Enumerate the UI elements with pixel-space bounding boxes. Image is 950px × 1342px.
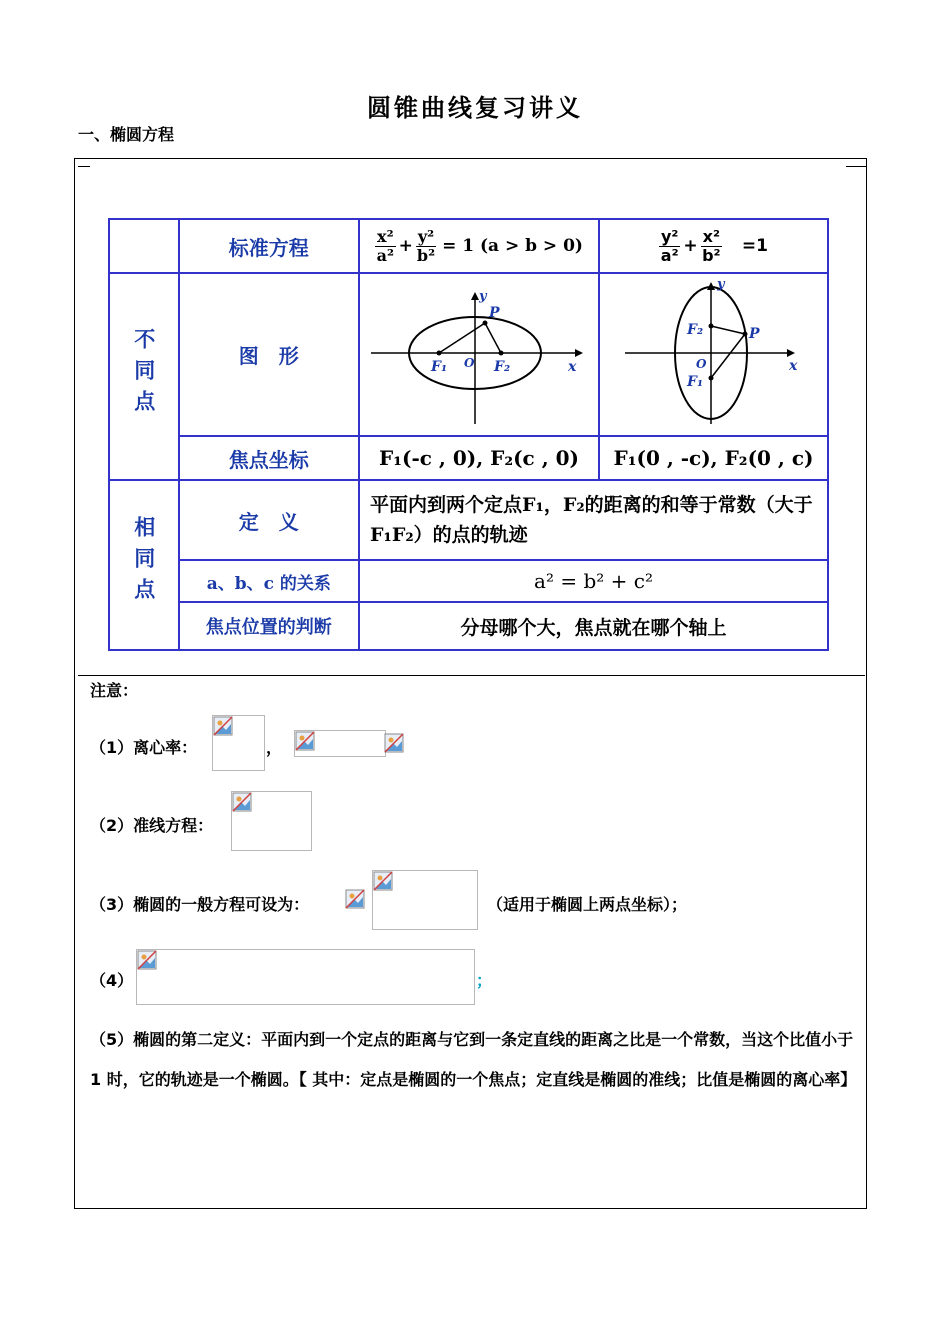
section-heading: 一、椭圆方程 <box>78 125 175 144</box>
axis-x-label: x <box>568 359 577 375</box>
svg-text:F₂: F₂ <box>687 322 704 338</box>
broken-image-icon <box>384 733 404 753</box>
svg-text:O: O <box>696 357 707 371</box>
focus-coords-horizontal: F₁(-c , 0), F₂(c , 0) <box>359 436 599 480</box>
eq2-rhs: =1 <box>741 236 768 256</box>
note-1-separator: ， <box>266 738 283 757</box>
note-4-suffix: ； <box>476 971 493 990</box>
origin-label: O <box>464 356 475 370</box>
blank-cell <box>109 219 179 273</box>
broken-image-icon <box>232 792 252 812</box>
note-1: （1）离心率： <box>90 738 198 757</box>
note-3-suffix: （适用于椭圆上两点坐标）； <box>487 895 688 914</box>
group-same-label: 相同点 <box>131 516 157 609</box>
row-focus-position: 焦点位置的判断 <box>179 602 359 650</box>
graph-horizontal-cell <box>359 273 599 436</box>
eq1-condition: = 1 (a > b > 0) <box>442 235 583 256</box>
corner-tick <box>846 166 866 167</box>
svg-text:F₁: F₁ <box>687 374 704 390</box>
group-different-label: 不同点 <box>131 327 157 421</box>
row-standard-eq: 标准方程 <box>179 219 359 273</box>
note-5-second-definition: （5）椭圆的第二定义：平面内到一个定点的距离与它到一条定直线的距离之比是一个常数，当这个比值小于 1 时，它的轨迹是一个椭圆。【 其中：定点是椭圆的一个焦点；定直线是椭圆的准线；比值是椭圆的离心率】 <box>90 1030 857 1089</box>
row-relation: a、b、c 的关系 <box>179 560 359 602</box>
broken-image-icon <box>137 950 157 970</box>
note-4-formula-image <box>136 949 475 1005</box>
ellipse-spec-table <box>108 218 829 651</box>
notes-heading: 注意： <box>90 681 139 700</box>
f2-label: F₂ <box>494 359 511 375</box>
relation-value: a² = b² + c² <box>359 560 828 602</box>
row-definition: 定 义 <box>179 480 359 560</box>
eq-horizontal: $\frac{\text{x²}}{\text{a²}}$ + $\frac{\text{y²}}{\text{b²}}$ = 1 (a > b > 0) <box>359 219 599 273</box>
eq-vertical: $\frac{\text{y²}}{\text{a²}}$ + $\frac{\text{x²}}{\text{b²}}$ =1 <box>599 219 828 273</box>
svg-text:x: x <box>789 358 798 374</box>
row-focus-coords: 焦点坐标 <box>179 436 359 480</box>
broken-image-icon <box>345 889 365 909</box>
broken-image-icon <box>213 716 233 736</box>
group-different-cell <box>109 273 179 480</box>
horizontal-ellipse-graph <box>361 274 597 430</box>
svg-text:y: y <box>717 277 725 292</box>
note-4: （4） <box>90 971 134 990</box>
graph-vertical-cell <box>599 273 828 436</box>
point-p-label: P <box>489 305 500 321</box>
page-title: 圆锥曲线复习讲义 <box>367 94 583 122</box>
vertical-ellipse-graph <box>601 274 826 430</box>
note-2: （2）准线方程： <box>90 816 214 835</box>
axis-y-label: y <box>479 289 487 304</box>
corner-tick <box>78 166 90 167</box>
group-same-cell <box>109 480 179 650</box>
definition-text: 平面内到两个定点F₁，F₂的距离的和等于常数（大于F₁F₂）的点的轨迹 <box>359 480 828 560</box>
svg-text:P: P <box>749 326 760 342</box>
focus-position-text: 分母哪个大，焦点就在哪个轴上 <box>359 602 828 650</box>
f1-label: F₁ <box>431 359 448 375</box>
broken-image-icon <box>295 731 315 751</box>
broken-image-icon <box>373 871 393 891</box>
note-3: （3）椭圆的一般方程可设为： <box>90 895 310 914</box>
focus-coords-vertical: F₁(0 , -c), F₂(0 , c) <box>599 436 828 480</box>
row-graph: 图 形 <box>179 273 359 436</box>
